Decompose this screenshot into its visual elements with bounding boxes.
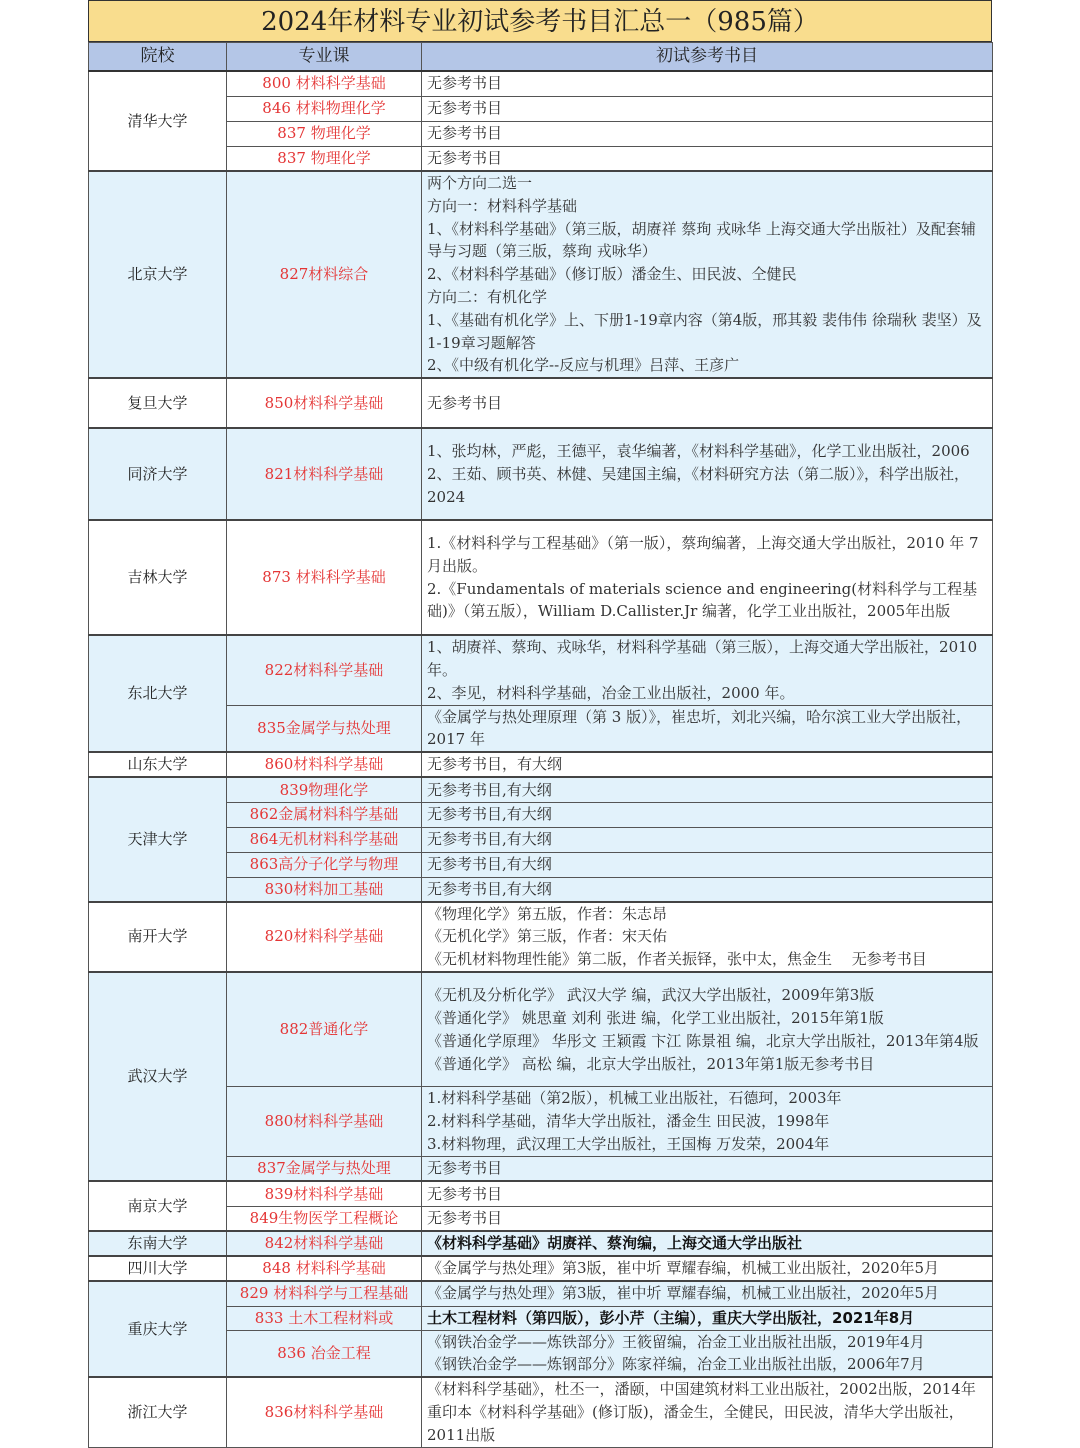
school-name: 南京大学 [89, 1181, 227, 1231]
table-row [89, 752, 993, 777]
course-code: 836材料科学基础 [227, 1377, 422, 1447]
table-row [89, 71, 993, 96]
course-code: 822材料科学基础 [227, 635, 422, 705]
book-entry: 2、《材料科学基础》（修订版）潘金生、田民波、仝健民 [427, 265, 797, 284]
book-list [422, 902, 993, 972]
course-code: 862金属材料科学基础 [227, 802, 422, 827]
book-entry: 1、张均林，严彪，王德平，袁华编著，《材料科学基础》，化学工业出版社，2006 [427, 441, 970, 460]
book-list [422, 777, 993, 802]
book-entry: 2、王茹、顾书英、林健、吴建国主编，《材料研究方法（第二版）》，科学出版社，2024 [427, 464, 970, 506]
book-entry: 《无机及分析化学》 武汉大学 编，武汉大学出版社，2009年第3版 [427, 986, 875, 1005]
book-list [422, 1306, 993, 1330]
course-code: 839材料科学基础 [227, 1181, 422, 1206]
book-entry: 《无机化学》第三版，作者：宋天佑 [427, 927, 668, 946]
course-code: 873 材料科学基础 [227, 520, 422, 635]
book-list [422, 96, 993, 121]
school-name: 浙江大学 [89, 1377, 227, 1447]
book-list [422, 378, 993, 428]
book-entry: 《无机材料物理性能》第二版，作者关振铎，张中太，焦金生 无参考书目 [427, 950, 927, 969]
book-entry: 方向一：材料科学基础 [427, 196, 578, 215]
table-row [89, 378, 993, 428]
book-list [422, 1206, 993, 1231]
book-list [422, 171, 993, 378]
school-name: 吉林大学 [89, 520, 227, 635]
course-code: 848 材料科学基础 [227, 1256, 422, 1281]
header-books: 初试参考书目 [422, 43, 993, 72]
table-row [89, 1377, 993, 1447]
book-entry: 无参考书目 [427, 148, 503, 167]
table-row [89, 972, 993, 1087]
book-entry: 《材料科学基础》胡赓祥、蔡洵编，上海交通大学出版社 [427, 1234, 803, 1253]
book-entry: 无参考书目,有大纲 [427, 855, 552, 874]
reference-table [88, 42, 993, 1448]
table-row [89, 1281, 993, 1306]
book-entry: 1.《材料科学与工程基础》（第一版），蔡珣编著，上海交通大学出版社，2010 年 7 月出版。 [427, 534, 979, 575]
course-code: 846 材料物理化学 [227, 96, 422, 121]
book-entry: 《钢铁冶金学——炼铁部分》王筱留编，冶金工业出版社出版，2019年4月 [427, 1332, 925, 1351]
book-entry: 无参考书目 [427, 124, 503, 143]
book-entry: 《金属学与热处理》第3版，崔中圻 覃耀春编，机械工业出版社，2020年5月 [427, 1284, 940, 1303]
school-name: 山东大学 [89, 752, 227, 777]
book-entry: 无参考书目 [427, 74, 503, 93]
school-name: 清华大学 [89, 71, 227, 171]
course-code: 882普通化学 [227, 972, 422, 1087]
table-row [89, 520, 993, 635]
book-list [422, 1330, 993, 1377]
book-entry: 无参考书目,有大纲 [427, 805, 552, 824]
school-name: 东北大学 [89, 635, 227, 752]
book-list [422, 1231, 993, 1256]
book-list [422, 1181, 993, 1206]
book-entry: 无参考书目 [427, 99, 503, 118]
book-list [422, 146, 993, 171]
course-code: 837 物理化学 [227, 146, 422, 171]
book-entry: 1、《材料科学基础》（第三版，胡赓祥 蔡珣 戎咏华 上海交通大学出版社）及配套辅导与习题（第三版，蔡珣 戎咏华） [427, 219, 976, 261]
book-entry: 无参考书目 [427, 393, 503, 412]
course-code: 827材料综合 [227, 171, 422, 378]
page-title: 2024年材料专业初试参考书目汇总一（985篇） [88, 0, 992, 42]
course-code: 821材料科学基础 [227, 428, 422, 520]
book-entry: 无参考书目,有大纲 [427, 879, 552, 898]
book-list [422, 428, 993, 520]
course-code: 860材料科学基础 [227, 752, 422, 777]
book-list [422, 877, 993, 901]
book-entry: 《普通化学》 姚思童 刘利 张进 编，化学工业出版社，2015年第1版 [427, 1008, 884, 1027]
table-row [89, 1231, 993, 1256]
book-entry: 土木工程材料（第四版），彭小芹（主编），重庆大学出版社，2021年8月 [427, 1308, 915, 1327]
school-name: 北京大学 [89, 171, 227, 378]
book-list [422, 1087, 993, 1156]
school-name: 东南大学 [89, 1231, 227, 1256]
book-list [422, 635, 993, 705]
book-list [422, 705, 993, 752]
table-row [89, 171, 993, 378]
school-name: 武汉大学 [89, 972, 227, 1181]
book-entry: 《普通化学原理》 华彤文 王颖霞 卞江 陈景祖 编，北京大学出版社，2013年第4版 [427, 1031, 979, 1050]
book-list [422, 827, 993, 852]
book-entry: 1、胡赓祥、蔡珣、戎咏华，材料科学基础（第三版），上海交通大学出版社，2010 年。 [427, 638, 978, 680]
book-entry: 《金属学与热处理原理（第 3 版）》，崔忠圻，刘北兴编，哈尔滨工业大学出版社，2017 年 [427, 707, 972, 749]
course-code: 839物理化学 [227, 777, 422, 802]
course-code: 836 冶金工程 [227, 1330, 422, 1377]
book-entry: 2.《Fundamentals of materials science and engineering(材料科学与工程基础)》（第五版），William D.Callister.Jr 编著，化学工业出版社，2005年出版 [427, 579, 978, 621]
course-code: 849生物医学工程概论 [227, 1206, 422, 1231]
book-entry: 2、《中级有机化学--反应与机理》吕萍、王彦广 [427, 356, 740, 375]
book-entry: 2.材料科学基础，清华大学出版社，潘金生 田民波，1998年 [427, 1112, 830, 1131]
book-entry: 《金属学与热处理》第3版，崔中圻 覃耀春编，机械工业出版社，2020年5月 [427, 1259, 940, 1278]
book-list [422, 1377, 993, 1447]
book-list [422, 852, 993, 877]
table-row [89, 777, 993, 802]
school-name: 天津大学 [89, 777, 227, 901]
course-code: 829 材料科学与工程基础 [227, 1281, 422, 1306]
course-code: 864无机材料科学基础 [227, 827, 422, 852]
table-row [89, 1256, 993, 1281]
book-entry: 无参考书目 [427, 1159, 503, 1178]
book-entry: 方向二：有机化学 [427, 287, 548, 306]
table-header-row [89, 43, 993, 72]
course-code: 820材料科学基础 [227, 902, 422, 972]
book-list [422, 1281, 993, 1306]
book-list [422, 752, 993, 777]
book-list [422, 1256, 993, 1281]
table-row [89, 1181, 993, 1206]
table-row [89, 428, 993, 520]
school-name: 四川大学 [89, 1256, 227, 1281]
book-list [422, 802, 993, 827]
course-code: 880材料科学基础 [227, 1087, 422, 1156]
book-list [422, 71, 993, 96]
course-code: 863高分子化学与物理 [227, 852, 422, 877]
book-entry: 1、《基础有机化学》上、下册1-19章内容（第4版，邢其毅 裴伟伟 徐瑞秋 裴坚）及1-19章习题解答 [427, 310, 982, 352]
book-list [422, 972, 993, 1087]
book-entry: 两个方向二选一 [427, 174, 533, 192]
book-list [422, 1156, 993, 1181]
book-entry: 无参考书目 [427, 1184, 503, 1203]
course-code: 837金属学与热处理 [227, 1156, 422, 1181]
school-name: 南开大学 [89, 902, 227, 972]
book-list [422, 121, 993, 146]
course-code: 837 物理化学 [227, 121, 422, 146]
book-entry: 无参考书目，有大纲 [427, 755, 563, 774]
book-entry: 1.材料科学基础（第2版），机械工业出版社，石德珂，2003年 [427, 1089, 842, 1108]
book-entry: 无参考书目,有大纲 [427, 830, 552, 849]
school-name: 复旦大学 [89, 378, 227, 428]
book-list [422, 520, 993, 635]
course-code: 850材料科学基础 [227, 378, 422, 428]
school-name: 同济大学 [89, 428, 227, 520]
course-code: 835金属学与热处理 [227, 705, 422, 752]
header-school: 院校 [89, 43, 227, 72]
course-code: 833 土木工程材料或 [227, 1306, 422, 1330]
table-row [89, 635, 993, 705]
reference-book-sheet [88, 0, 992, 1448]
table-row [89, 902, 993, 972]
book-entry: 《材料科学基础》，杜丕一，潘颐，中国建筑材料工业出版社，2002出版，2014年重印本《材料科学基础》(修订版)，潘金生，全健民，田民波，清华大学出版社，2011出版 [427, 1380, 976, 1444]
course-code: 830材料加工基础 [227, 877, 422, 901]
book-entry: 《钢铁冶金学——炼钢部分》陈家祥编，冶金工业出版社出版，2006年7月 [427, 1355, 925, 1374]
course-code: 842材料科学基础 [227, 1231, 422, 1256]
school-name: 重庆大学 [89, 1281, 227, 1377]
book-entry: 2、李见，材料科学基础，冶金工业出版社，2000 年。 [427, 683, 795, 702]
book-entry: 《物理化学》第五版，作者：朱志昂 [427, 904, 668, 923]
book-entry: 3.材料物理，武汉理工大学出版社，王国梅 万发荣，2004年 [427, 1135, 830, 1154]
book-entry: 无参考书目 [427, 1209, 503, 1228]
book-entry: 《普通化学》 高松 编，北京大学出版社，2013年第1版无参考书目 [427, 1054, 875, 1073]
book-entry: 无参考书目,有大纲 [427, 780, 552, 799]
header-course: 专业课 [227, 43, 422, 72]
course-code: 800 材料科学基础 [227, 71, 422, 96]
